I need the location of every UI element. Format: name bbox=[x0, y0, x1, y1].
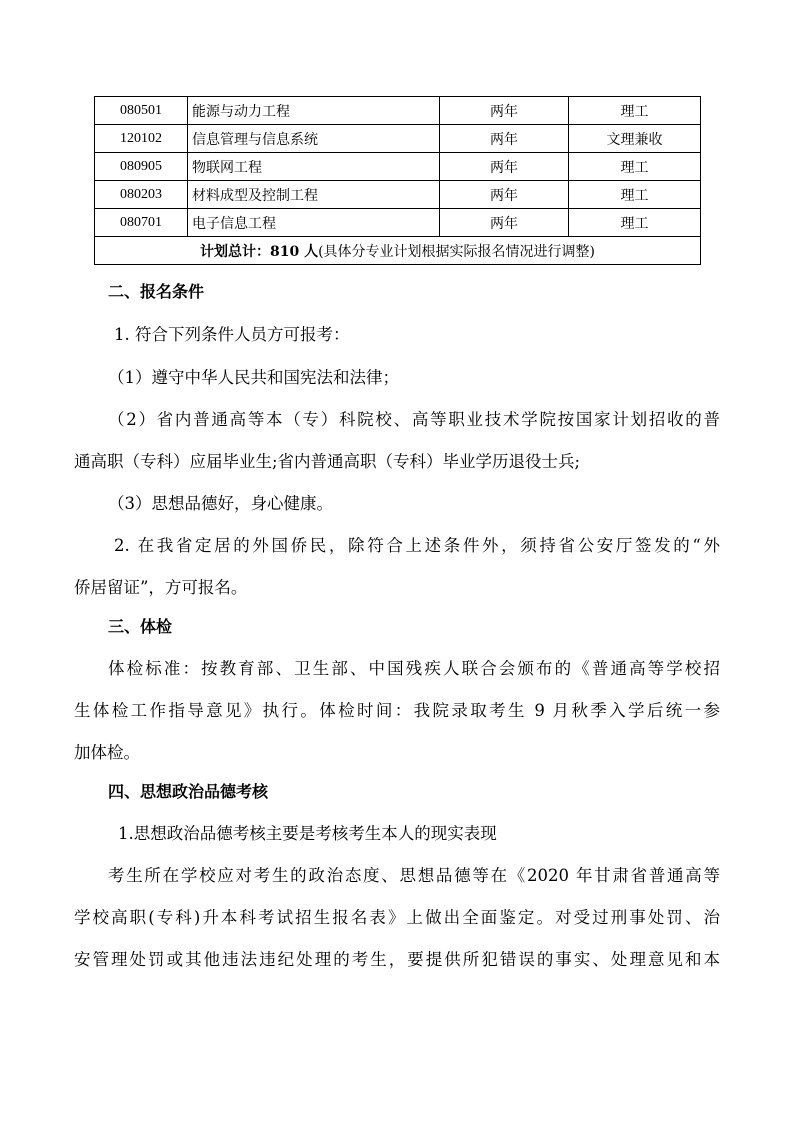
plan-total-note: (具体分专业计划根据实际报名情况进行调整) bbox=[318, 243, 596, 260]
paragraph: （2）省内普通高等本（专）科院校、高等职业技术学院按国家计划招收的普 bbox=[108, 410, 720, 429]
table-row bbox=[95, 97, 701, 125]
study-years: 两年 bbox=[440, 209, 569, 237]
section-heading-registration: 二、报名条件 bbox=[108, 282, 205, 301]
subject-type: 理工 bbox=[569, 181, 701, 209]
major-code: 080701 bbox=[95, 209, 188, 237]
plan-total-cell bbox=[95, 237, 701, 265]
paragraph: 2. 在我省定居的外国侨民，除符合上述条件外，须持省公安厅签发的“外 bbox=[114, 536, 720, 555]
paragraph-continuation: 学校高职(专科)升本科考试招生报名表》上做出全面鉴定。对受过刑事处罚、治 bbox=[74, 908, 720, 927]
study-years: 两年 bbox=[440, 97, 569, 125]
major-code: 080905 bbox=[95, 153, 188, 181]
paragraph: 考生所在学校应对考生的政治态度、思想品德等在《2020 年甘肃省普通高等 bbox=[108, 866, 720, 885]
paragraph: （1）遵守中华人民共和国宪法和法律； bbox=[108, 368, 399, 387]
major-name: 信息管理与信息系统 bbox=[188, 125, 440, 153]
section-heading-physical-exam: 三、体检 bbox=[108, 617, 173, 636]
study-years: 两年 bbox=[440, 153, 569, 181]
major-code: 080501 bbox=[95, 97, 188, 125]
paragraph-continuation: 通高职（专科）应届毕业生;省内普通高职（专科）毕业学历退役士兵; bbox=[74, 452, 581, 471]
subject-type: 理工 bbox=[569, 97, 701, 125]
table-row bbox=[95, 153, 701, 181]
paragraph-continuation: 安管理处罚或其他违法违纪处理的考生，要提供所犯错误的事实、处理意见和本 bbox=[74, 950, 720, 969]
major-name: 物联网工程 bbox=[188, 153, 440, 181]
study-years: 两年 bbox=[440, 125, 569, 153]
paragraph: （3）思想品德好，身心健康。 bbox=[108, 494, 333, 513]
plan-total-label: 计划总计：810 人 bbox=[199, 243, 319, 260]
paragraph-continuation: 加体检。 bbox=[74, 743, 140, 762]
major-code: 120102 bbox=[95, 125, 188, 153]
paragraph: 体检标准：按教育部、卫生部、中国残疾人联合会颁布的《普通高等学校招 bbox=[108, 659, 720, 678]
major-name: 材料成型及控制工程 bbox=[188, 181, 440, 209]
table-row bbox=[95, 209, 701, 237]
subject-type: 理工 bbox=[569, 153, 701, 181]
table-row bbox=[95, 125, 701, 153]
subject-type: 理工 bbox=[569, 209, 701, 237]
table-body bbox=[95, 97, 701, 265]
majors-table bbox=[94, 96, 701, 265]
paragraph: 1. 符合下列条件人员方可报考： bbox=[114, 325, 350, 344]
table-row bbox=[95, 181, 701, 209]
major-code: 080203 bbox=[95, 181, 188, 209]
subject-type: 文理兼收 bbox=[569, 125, 701, 153]
section-heading-moral-assessment: 四、思想政治品德考核 bbox=[108, 782, 269, 801]
paragraph: 1.思想政治品德考核主要是考核考生本人的现实表现 bbox=[118, 824, 497, 843]
paragraph-continuation: 生体检工作指导意见》执行。体检时间：我院录取考生 9 月秋季入学后统一参 bbox=[74, 701, 720, 720]
major-name: 电子信息工程 bbox=[188, 209, 440, 237]
study-years: 两年 bbox=[440, 181, 569, 209]
major-name: 能源与动力工程 bbox=[188, 97, 440, 125]
table-total-row bbox=[95, 237, 701, 265]
paragraph-continuation: 侨居留证”，方可报名。 bbox=[74, 578, 248, 597]
